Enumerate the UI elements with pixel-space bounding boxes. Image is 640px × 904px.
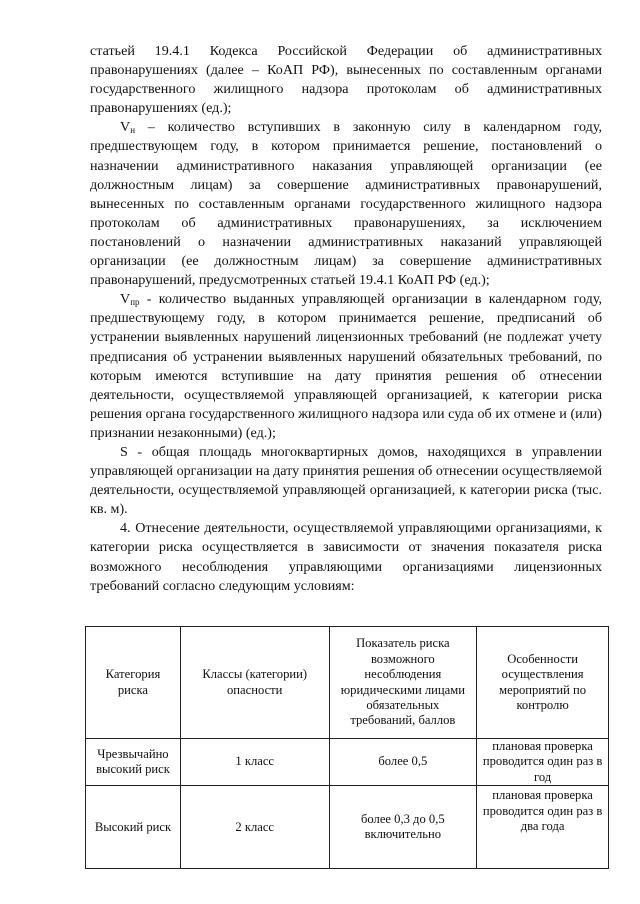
- cell-risk-category: Чрезвычайно высокий риск: [86, 739, 181, 786]
- paragraph-koap-intro: статьей 19.4.1 Кодекса Российской Федерации об административных правонарушениях (далее – КоАП РФ), вынесенных по составленным органами государственного жилищного надзора протоколам об административных правонарушениях (ед.);: [90, 43, 602, 117]
- risk-category-table: [85, 626, 609, 869]
- cell-risk-indicator: более 0,5: [329, 739, 477, 786]
- cell-hazard-class: 2 класс: [180, 786, 329, 869]
- paragraph-item-4: 4. Отнесение деятельности, осуществляемой управляющими организациями, к категории риска осуществляется в зависимости от значения показателя риска возможного несоблюдения управляющими организациями лицензионных требований согласно следующим условиям:: [90, 520, 602, 594]
- table-header-row: [86, 627, 609, 739]
- cell-hazard-class: 1 класс: [180, 739, 329, 786]
- paragraph-s-definition: S - общая площадь многоквартирных домов, находящихся в управлении управляющей организации на дату принятия решения об отнесении осуществляемой деятельности, осуществляемой управляющей организацией, к категории риска (тыс. кв. м).: [90, 443, 602, 518]
- paragraph-vpr-definition: $V_{пр}$ - количество выданных управляющей организации в календарном году, предшествующему году, в котором принимается решение, предписаний об устранении выявленных нарушений лицензионных требований (не подлежат учету предписания об устранении выявленных нарушений обязательных требований, по которым имеются вступившие на дату принятия решения об отнесении деятельности, осуществляемой управляющей организацией, к категории риска решения органа государственного жилищного надзора или суда об их отмене и (или) признании незаконными) (ед.);: [90, 291, 602, 441]
- header-risk-indicator: Показатель риска возможного несоблюдения юридическими лицами обязательных требований, баллов: [329, 627, 477, 739]
- cell-control-features: плановая проверка проводится один раз в два года: [477, 786, 609, 869]
- cell-risk-category: Высокий риск: [86, 786, 181, 869]
- header-risk-category: Категория риска: [86, 627, 181, 739]
- header-control-features: Особенности осуществления мероприятий по контролю: [477, 627, 609, 739]
- document-body: [90, 42, 602, 596]
- variable-vpr: $V_{пр}$: [120, 291, 140, 308]
- header-hazard-class: Классы (категории) опасности: [180, 627, 329, 739]
- variable-vn: $V_н$: [120, 119, 136, 136]
- cell-control-features: плановая проверка проводится один раз в год: [477, 739, 609, 786]
- cell-risk-indicator: более 0,3 до 0,5 включительно: [329, 786, 477, 869]
- paragraph-vn-definition: $V_н$ – количество вступивших в законную силу в календарном году, предшествующем году, в котором принимается решение, постановлений о назначении административного наказания управляющей организации (ее должностным лицам) за совершение административных правонарушений, вынесенных по составленным органами государственного жилищного надзора протоколам об административных правонарушениях, за исключением постановлений о назначении административных наказаний управляющей организации (ее должностным лицам) за совершение административных правонарушений, предусмотренных статьей 19.4.1 КоАП РФ (ед.);: [90, 119, 602, 289]
- table-row: [86, 786, 609, 869]
- table-row: [86, 739, 609, 786]
